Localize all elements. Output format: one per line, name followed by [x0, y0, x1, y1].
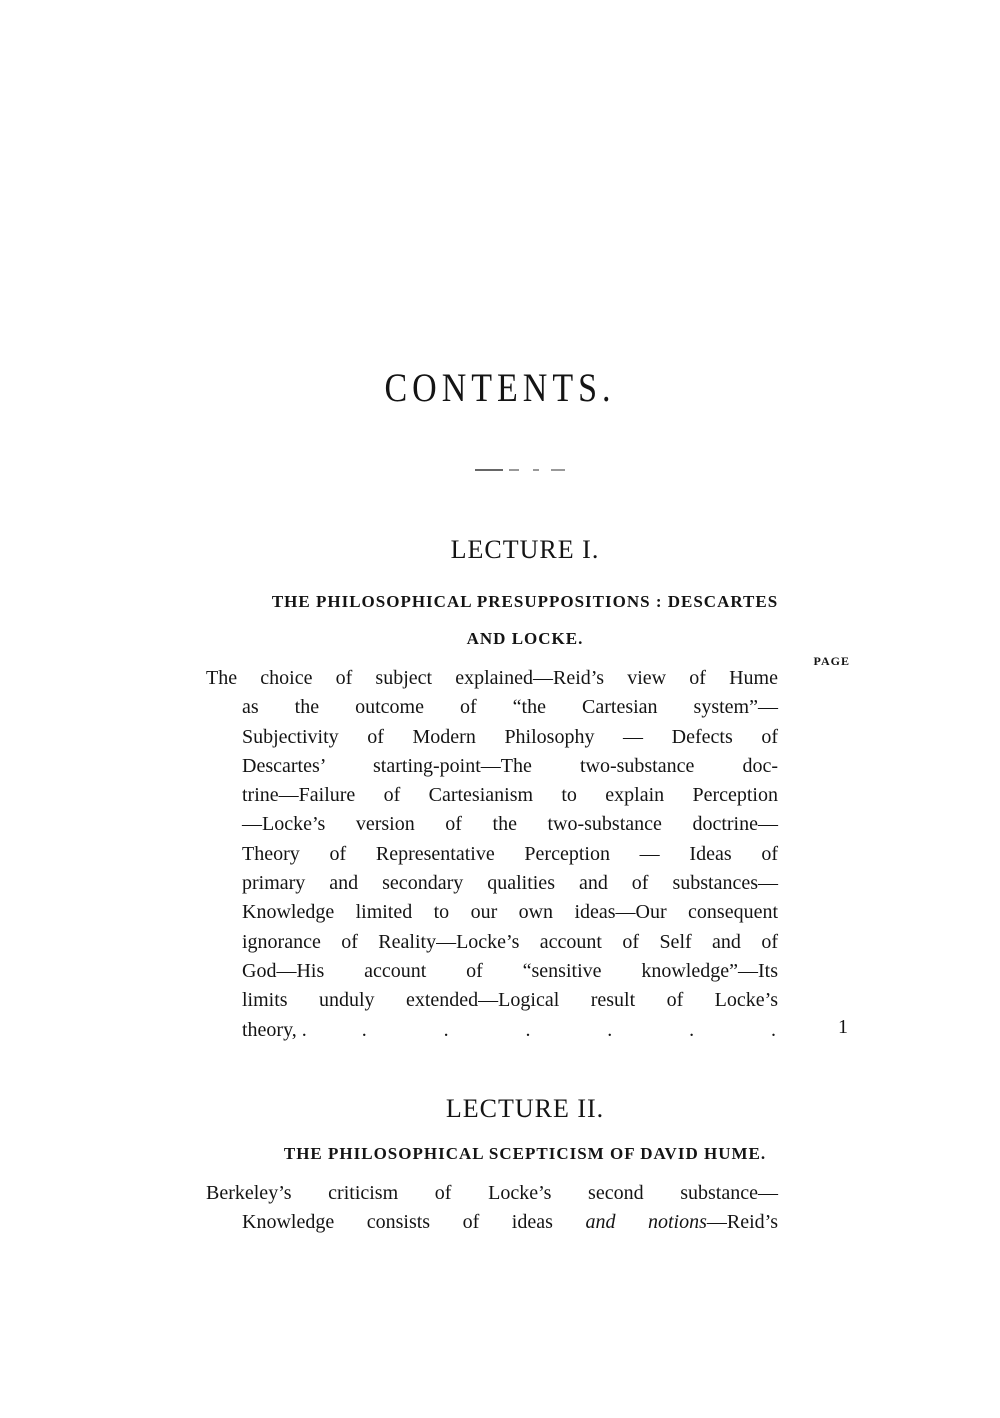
dot-leader: . . . . . . [361, 1018, 776, 1041]
summary-line: Subjectivity of Modern Philosophy — Defects of [242, 725, 778, 748]
lecture-subtitle: AND LOCKE. [466, 629, 584, 648]
summary-text: —Reid’s [706, 1211, 778, 1234]
summary-line: Berkeley’s criticism of Locke’s second substance— [206, 1182, 778, 1204]
summary-last-line [206, 1016, 778, 1045]
lecture-subtitle: THE PHILOSOPHICAL PRESUPPOSITIONS : DESCARTES [271, 592, 779, 611]
summary-line: The choice of subject explained—Reid’s view of Hume [206, 667, 778, 689]
page-column-label: PAGE [813, 654, 850, 668]
lecture-subtitle: THE PHILOSOPHICAL SCEPTICISM OF DAVID HUME. [283, 1144, 767, 1163]
summary-line: ignorance of Reality—Locke’s account of Self and of [242, 930, 778, 953]
summary-line: Descartes’ starting-point—The two-substance doc- [242, 754, 778, 777]
ornamental-rule [475, 466, 575, 474]
summary-line: as the outcome of “the Cartesian system”— [242, 696, 778, 719]
summary-line: Theory of Representative Perception — Ideas of [242, 842, 778, 865]
summary-line: God—His account of “sensitive knowledge”—Its [242, 959, 778, 982]
page-number: 1 [838, 1016, 848, 1038]
lecture-summary [206, 1179, 778, 1238]
summary-line: limits unduly extended—Logical result of Locke’s [242, 989, 778, 1012]
summary-line [206, 1208, 778, 1237]
summary-line: Knowledge limited to our own ideas—Our consequent [242, 901, 778, 924]
summary-text: Knowledge consists of ideas [242, 1211, 586, 1234]
summary-line: —Locke’s version of the two-substance doctrine— [242, 813, 778, 836]
page-title: CONTENTS. [384, 366, 616, 411]
summary-line: primary and secondary qualities and of substances— [242, 872, 778, 895]
lecture-title: LECTURE II. [445, 1094, 605, 1123]
summary-italic-text: and notions [585, 1211, 707, 1234]
lecture-summary [206, 664, 778, 1045]
summary-line: trine—Failure of Cartesianism to explain Perception [242, 784, 778, 807]
lecture-title: LECTURE I. [450, 535, 600, 564]
summary-line: theory, . [242, 1018, 307, 1041]
